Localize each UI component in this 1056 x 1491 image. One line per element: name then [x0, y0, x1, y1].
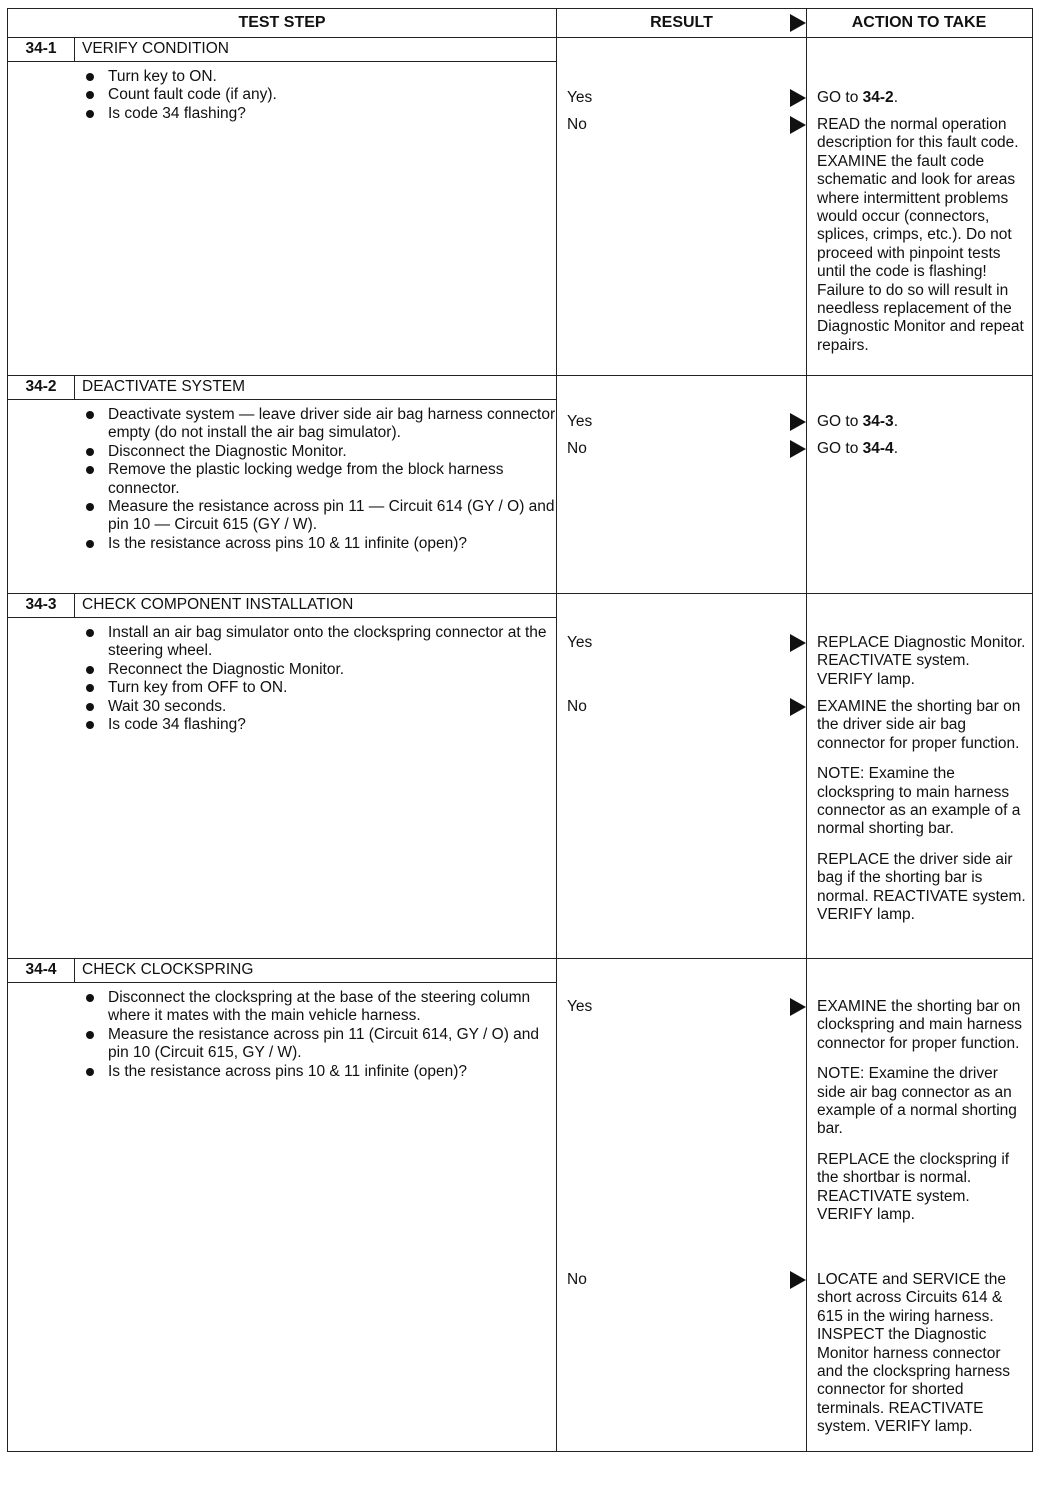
action-text: [817, 1271, 1029, 1449]
step-bullets: [8, 983, 556, 1081]
action-prefix: GO to: [817, 440, 863, 457]
step-title: CHECK COMPONENT INSTALLATION: [82, 596, 354, 614]
step-results: [557, 376, 807, 593]
step-title-row: [8, 959, 556, 983]
step-actions: [807, 38, 1031, 375]
action-paragraph: EXAMINE the shorting bar on the driver side air bag connector for proper function.: [817, 698, 1021, 752]
bullet-item: Count fault code (if any).: [108, 86, 556, 104]
action-suffix: .: [893, 89, 898, 106]
action-paragraph: REPLACE the clockspring if the shortbar is normal. REACTIVATE system. VERIFY lamp.: [817, 1150, 1010, 1224]
step-instructions: [8, 959, 557, 1451]
header-test-step: TEST STEP: [8, 9, 557, 37]
result-yes: Yes: [567, 413, 593, 430]
bullet-item: Disconnect the clockspring at the base of the steering column where it mates with the main vehicle harness.: [108, 989, 556, 1026]
action-prefix: GO to: [817, 89, 863, 106]
arrow-icon: [790, 89, 806, 107]
bullet-item: Reconnect the Diagnostic Monitor.: [108, 661, 556, 679]
test-step-34-2: [8, 376, 1032, 594]
step-number: 34-1: [8, 38, 75, 61]
action-step-ref: 34-3: [862, 413, 894, 430]
arrow-icon: [790, 698, 806, 716]
step-actions: [807, 959, 1031, 1451]
action-suffix: .: [893, 413, 898, 430]
result-no: No: [567, 440, 587, 457]
result-no: No: [567, 698, 587, 715]
action-paragraph: NOTE: Examine the clockspring to main harness connector as an example of a normal shorting bar.: [817, 765, 1021, 838]
action-step-ref: 34-4: [862, 440, 894, 457]
arrow-icon: [790, 14, 806, 32]
action-paragraph: REPLACE Diagnostic Monitor. REACTIVATE system. VERIFY lamp.: [817, 634, 1026, 688]
step-bullets: [8, 62, 556, 123]
step-title-row: [8, 376, 556, 400]
test-step-34-1: [8, 38, 1032, 376]
bullet-item: Measure the resistance across pin 11 — Circuit 614 (GY / O) and pin 10 — Circuit 615 (GY / W).: [108, 498, 555, 534]
bullet-item: Remove the plastic locking wedge from the block harness connector.: [108, 461, 556, 498]
arrow-icon: [790, 634, 806, 652]
action-text: [817, 998, 1029, 1236]
action-prefix: GO to: [817, 413, 863, 430]
action-paragraph: LOCATE and SERVICE the short across Circuits 614 & 615 in the wiring harness. INSPECT the Diagnostic Monitor harness connector and the clockspring harness connector for shorted terminals. REACTIVATE system. VERIFY lamp.: [817, 1271, 1011, 1436]
test-step-34-4: [8, 959, 1032, 1451]
step-results: [557, 594, 807, 958]
bullet-item: Turn key to ON.: [108, 68, 556, 86]
action-paragraph: READ the normal operation description for this fault code. EXAMINE the fault code schematic and look for areas where intermittent problems would occur (connectors, splices, crimps, etc.). Do not proceed with pinpoint tests until the code is flashing! Failure to do so will result in needless replacement of the Diagnostic Monitor and repeat repairs.: [817, 116, 1024, 354]
bullet-item: Is the resistance across pins 10 & 11 infinite (open)?: [108, 1063, 556, 1081]
step-number: 34-3: [8, 594, 75, 617]
header-result: [557, 9, 807, 37]
step-results: [557, 38, 807, 375]
arrow-icon: [790, 1271, 806, 1289]
step-number: 34-4: [8, 959, 75, 982]
result-yes: Yes: [567, 998, 593, 1015]
action-suffix: .: [893, 440, 898, 457]
bullet-item: Wait 30 seconds.: [108, 698, 556, 716]
bullet-item: Disconnect the Diagnostic Monitor.: [108, 443, 556, 461]
action-paragraph: NOTE: Examine the driver side air bag connector as an example of a normal shorting bar.: [817, 1065, 1017, 1138]
action-text: [817, 698, 1029, 936]
result-yes: Yes: [567, 634, 593, 651]
result-no: No: [567, 116, 587, 133]
header-action: ACTION TO TAKE: [851, 13, 987, 31]
step-instructions: [8, 38, 557, 375]
result-no: No: [567, 1271, 587, 1288]
step-results: [557, 959, 807, 1451]
action-text: [817, 116, 1029, 367]
step-title-row: [8, 594, 556, 618]
action-text: [817, 440, 1029, 458]
arrow-icon: [790, 440, 806, 458]
bullet-item: Turn key from OFF to ON.: [108, 679, 556, 697]
step-bullets: [8, 400, 556, 553]
action-paragraph: EXAMINE the shorting bar on clockspring and main harness connector for proper function.: [817, 998, 1023, 1052]
step-title-row: [8, 38, 556, 62]
action-paragraph: REPLACE the driver side air bag if the shorting bar is normal. REACTIVATE system. VERIFY lamp.: [817, 850, 1026, 924]
arrow-icon: [790, 116, 806, 134]
arrow-icon: [790, 413, 806, 431]
bullet-item: Is code 34 flashing?: [108, 716, 556, 734]
step-title: CHECK CLOCKSPRING: [82, 961, 254, 979]
table-header: [8, 9, 1032, 38]
action-text: [817, 634, 1029, 701]
bullet-item: Is the resistance across pins 10 & 11 infinite (open)?: [108, 535, 556, 553]
bullet-item: Install an air bag simulator onto the clockspring connector at the steering wheel.: [108, 624, 556, 661]
action-text: [817, 413, 1029, 431]
action-text: [817, 89, 1029, 107]
step-actions: [807, 376, 1031, 593]
step-number: 34-2: [8, 376, 75, 399]
bullet-item: Measure the resistance across pin 11 (Circuit 614, GY / O) and pin 10 (Circuit 615, GY / W).: [108, 1026, 556, 1063]
arrow-icon: [790, 998, 806, 1016]
diagnostic-table: [7, 8, 1033, 1452]
step-instructions: [8, 376, 557, 593]
step-title: VERIFY CONDITION: [82, 40, 229, 58]
step-bullets: [8, 618, 556, 734]
bullet-item: Is code 34 flashing?: [108, 105, 556, 123]
test-step-34-3: [8, 594, 1032, 959]
bullet-item: Deactivate system — leave driver side air bag harness connector empty (do not install the air bag simulator).: [108, 406, 556, 442]
result-yes: Yes: [567, 89, 593, 106]
step-instructions: [8, 594, 557, 958]
header-result-label: RESULT: [650, 13, 713, 31]
step-actions: [807, 594, 1031, 958]
step-title: DEACTIVATE SYSTEM: [82, 378, 246, 396]
action-step-ref: 34-2: [862, 89, 894, 106]
